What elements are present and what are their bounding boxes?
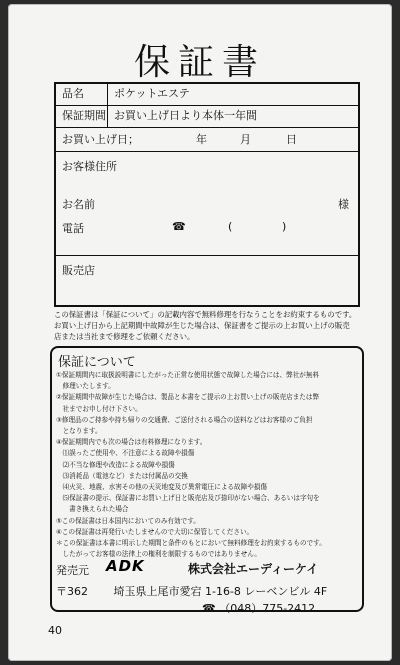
fine-print-line-2: お買い上げ日から上記期間中故障が生じた場合は、保証書をご提示の上お買い上げの販売 (54, 321, 350, 330)
phone-icon: ☎ (172, 220, 186, 233)
period-row (56, 106, 358, 128)
clause-line: ⑶消耗品（電池など）または付属品の交換 (56, 471, 188, 480)
clause-line: ②保証期間中故障が生じた場合は、製品と本書をご提示の上お買い上げの販売店または弊 (56, 393, 320, 402)
clause-line: ④保証期間内でも次の場合は有料修理になります。 (56, 438, 207, 447)
month-label: 月 (240, 133, 251, 146)
clause-line: ⑴誤ったご使用や、不注意による故障や損傷 (56, 449, 195, 458)
phone-icon: ☎ (202, 602, 216, 615)
clause-line: ＊この保証書は本書に明示した期間と条件のもとにおいて無料修理をお約束するものです。 (56, 539, 326, 548)
notice-clauses (56, 370, 362, 560)
day-label: 日 (286, 133, 297, 146)
product-label: 品名 (56, 84, 108, 105)
purchase-date-row (56, 128, 358, 152)
clause-line: ⑸保証書の提示、保証書にお買い上げ日と販売店及び捺印がない場合、あるいは字句を (56, 494, 320, 503)
customer-section (56, 152, 358, 256)
clause-line: 修理いたします。 (56, 382, 115, 391)
purchase-date-label: お買い上げ日； (62, 133, 139, 146)
clause-line: ③修理品のご持参や持ち帰りの交通費、ご送付される場合の送料などはお客様のご負担 (56, 415, 313, 424)
clause-line: となります。 (56, 427, 102, 436)
company-name: 株式会社エーディーケイ (188, 562, 319, 576)
company-phone: （048）775-2412 (219, 602, 316, 615)
period-value: お買い上げ日より本体一年間 (114, 109, 257, 122)
fine-print-line-1: この保証書は「保証について」の記載内容で無料修理を行なうことをお約束するものです。 (54, 310, 357, 319)
phone-label: 電話 (62, 222, 84, 235)
issuer-label: 発売元 (56, 564, 89, 577)
product-row (56, 84, 358, 106)
name-label: お名前 (62, 198, 95, 211)
clause-line: 書き換えられた場合 (56, 505, 129, 514)
page-title: 保証書 (133, 42, 266, 83)
address-row (56, 583, 356, 599)
clause-line: したがってお客様の法律上の権利を制限するものではありません。 (56, 550, 261, 559)
warranty-page (8, 4, 392, 661)
warranty-notice-box (50, 346, 364, 615)
clause-line: ⑤この保証書は日本国内においてのみ有効です。 (56, 516, 200, 525)
adk-logo: ADK (106, 557, 145, 575)
clause-line: ⑥この保証書は再発行いたしませんので大切に保管してください。 (56, 527, 254, 536)
company-address: 埼玉県上尾市愛宕 1-16-8 レーベンビル 4F (113, 585, 328, 598)
clause-line: 社までお申し付け下さい。 (56, 404, 142, 413)
year-label: 年 (196, 133, 207, 146)
sama-label: 様 (338, 198, 349, 211)
phone-paren-open: ( (228, 220, 233, 233)
clause-line: ⑵不当な修理や改造による故障や損傷 (56, 460, 175, 469)
warranty-form (54, 82, 360, 307)
product-value: ポケットエステ (114, 87, 190, 100)
tel-row (202, 600, 315, 616)
phone-paren-close: ) (282, 220, 287, 233)
shop-label: 販売店 (62, 264, 95, 277)
period-label: 保証期間 (56, 106, 108, 127)
notice-title: 保証について (58, 355, 136, 370)
shop-section (56, 256, 358, 309)
page-number: 40 (48, 624, 62, 637)
postal-code: 〒362 (56, 585, 88, 598)
clause-line: ①保証期間内に取扱説明書にしたがった正常な使用状態で故障した場合には、弊社が無料 (56, 371, 320, 379)
clause-line: ⑷火災、地震、水害その他の天災地変及び異常電圧による故障や損傷 (56, 483, 267, 492)
address-label: お客様住所 (62, 160, 117, 173)
fine-print-line-3: 店または当社まで修理をご依頼ください。 (54, 332, 195, 341)
